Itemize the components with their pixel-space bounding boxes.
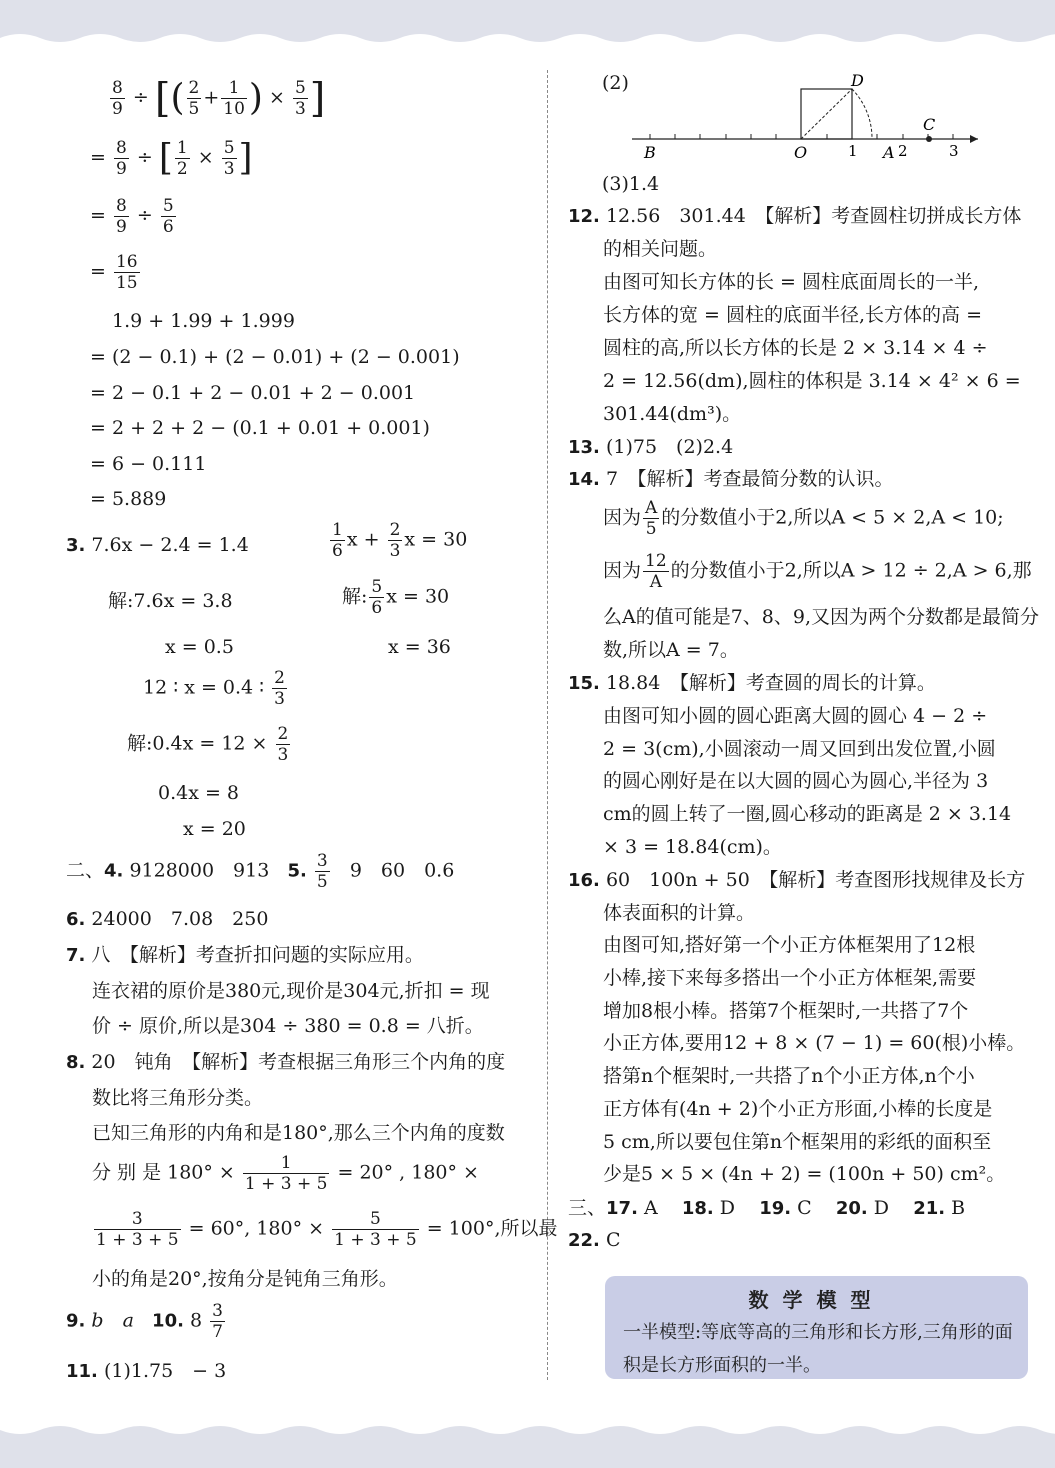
q15-line: 2 = 3(cm),小圆滚动一周又回到出发位置,小圆 (603, 738, 996, 760)
calc2-line: = 2 + 2 + 2 − (0.1 + 0.01 + 0.001) (90, 417, 430, 439)
q3-eqB: $\frac{1}{6}$ x + $\frac{2}{3}$ x = 30 (332, 520, 468, 561)
q8-line5: $\frac{3}{1 + 3 + 5}$ = 60°, 180° × $\frac{5}{1 + 3 + 5}$ = 100°,所以最 (96, 1209, 558, 1250)
label-O: O (794, 143, 808, 162)
q7-answer: 7. 八 【解析】考查折扣问题的实际应用。 (66, 944, 424, 966)
calc1-line4: = $\frac{16}{15}$ (90, 252, 138, 293)
q8-line2: 数比将三角形分类。 (92, 1087, 264, 1109)
q9-q10-answers: 9. b a 10. 8 $\frac{3}{7}$ (66, 1301, 223, 1342)
label-B: B (644, 143, 656, 162)
q14-line2: 因为 $\frac{A}{5}$ 的分数值小于2,所以A < 5 × 2,A < 10; (603, 498, 1004, 539)
axis-arrowhead (970, 135, 978, 143)
diagonal (801, 89, 852, 139)
label-3: 3 (949, 142, 959, 160)
math-model-title: 数学模型 (748, 1288, 885, 1312)
q22-answer: 22. C (568, 1229, 621, 1251)
label-C: C (923, 115, 936, 134)
q15-line: cm的圆上转了一圈,圆心移动的距离是 2 × 3.14 (603, 803, 1012, 825)
q16-line: 体表面积的计算。 (603, 902, 756, 924)
point-c (926, 136, 932, 142)
q15-line: 的圆心刚好是在以大圆的圆心为圆心,半径为 3 (603, 770, 989, 792)
q12-line: 301.44(dm³)。 (603, 403, 742, 425)
calc2-line: 1.9 + 1.99 + 1.999 (112, 310, 295, 332)
q16-line: 少是5 × 5 × (4n + 2) = (100n + 50) cm²。 (603, 1163, 1006, 1185)
q13-answer: 13. (1)75 (2)2.4 (568, 436, 734, 458)
q12-line: 的相关问题。 (603, 238, 718, 260)
top-decorative-band (0, 0, 1055, 42)
calc1-line3: = $\frac{8}{9}$ ÷ $\frac{5}{6}$ (90, 196, 174, 237)
q3-eqB-step2: x = 36 (388, 636, 451, 658)
label-1: 1 (848, 142, 858, 160)
top-wave-border (0, 30, 1055, 52)
q7-line3: 价 ÷ 原价,所以是304 ÷ 380 = 0.8 = 八折。 (92, 1015, 484, 1037)
calc1-line2: = $\frac{8}{9}$ ÷ [ $\frac{1}{2}$ × $\frac{5}{3}$ ] (90, 137, 253, 179)
q16-line: 小棒,接下来每多搭出一个小正方体框架,需要 (603, 967, 977, 989)
label-D: D (851, 71, 864, 90)
q12-line: 圆柱的高,所以长方体的长是 2 × 3.14 × 4 ÷ (603, 337, 988, 359)
label-A: A (883, 143, 895, 162)
calc1-line1: $\frac{8}{9}$ ÷ [( $\frac{2}{5}$ + $\frac{1}{10}$ ) × $\frac{5}{3}$ ] (112, 75, 326, 122)
q3-eqA-step1: 解:7.6x = 3.8 (108, 590, 233, 612)
q12-line: 2 = 12.56(dm),圆柱的体积是 3.14 × 4² × 6 = (603, 370, 1021, 392)
q12-line: 长方体的宽 = 圆柱的底面半径,长方体的高 = (603, 304, 982, 326)
q12-line: 由图可知长方体的长 = 圆柱底面周长的一半, (603, 271, 980, 293)
q14-line4: 么A的值可能是7、8、9,又因为两个分数都是最简分 (603, 606, 1040, 628)
arc (852, 89, 872, 139)
q11-answer: 11. (1)1.75 − 3 (66, 1360, 227, 1382)
q11-part3: (3)1.4 (602, 173, 660, 195)
q11-part2-label: (2) (602, 72, 629, 94)
q15-answer: 15. 18.84 【解析】考查圆的周长的计算。 (568, 672, 936, 694)
q14-line3: 因为 $\frac{12}{A}$ 的分数值小于2,所以A > 12 ÷ 2,A > 6,那 (603, 551, 1032, 592)
calc2-line: = 5.889 (90, 488, 167, 510)
bottom-decorative-band (0, 1426, 1055, 1468)
q3-eqC: 12 ∶ x = 0.4 ∶ $\frac{2}{3}$ (143, 668, 285, 709)
column-separator (547, 70, 548, 1380)
q6-answer: 6. 24000 7.08 250 (66, 908, 269, 930)
q3-eqA: 3. 7.6x − 2.4 = 1.4 (66, 534, 249, 556)
q3-eqC-step3: x = 20 (183, 818, 246, 840)
calc2-line: = 2 − 0.1 + 2 − 0.01 + 2 − 0.001 (90, 382, 416, 404)
math-model-box (605, 1276, 1028, 1379)
q16-line: 正方体有(4n + 2)个小正方形面,小棒的长度是 (603, 1098, 993, 1120)
q4-q5-answers: 二、4. 9128000 913 5. $\frac{3}{5}$ 9 60 0.6 (66, 851, 455, 892)
number-line-diagram (630, 70, 990, 162)
fraction: $\frac{8}{9}$ (112, 78, 123, 119)
q14-line5: 数,所以A = 7。 (603, 639, 739, 661)
q16-line: 小正方体,要用12 + 8 × (7 − 1) = 60(根)小棒。 (603, 1032, 1026, 1054)
q3-eqA-step2: x = 0.5 (165, 636, 234, 658)
q3-eqC-step2: 0.4x = 8 (158, 782, 240, 804)
q15-line: 由图可知小圆的圆心距离大圆的圆心 4 − 2 ÷ (603, 705, 988, 727)
q16-line: 5 cm,所以要包住第n个框架用的彩纸的面积至 (603, 1131, 992, 1153)
math-model-text: 一半模型:等底等高的三角形和长方形,三角形的面积是长方形面积的一半。 (623, 1322, 1013, 1376)
q8-line6: 小的角是20°,按角分是钝角三角形。 (92, 1268, 398, 1290)
calc2-line: = 6 − 0.111 (90, 453, 207, 475)
q16-answer: 16. 60 100n + 50 【解析】考查图形找规律及长方 (568, 869, 1026, 891)
q8-answer: 8. 20 钝角 【解析】考查根据三角形三个内角的度 (66, 1051, 506, 1073)
q15-line: × 3 = 18.84(cm)。 (603, 836, 782, 858)
q16-line: 增加8根小棒。搭第7个框架时,一共搭了7个 (603, 1000, 969, 1022)
q12-answer: 12. 12.56 301.44 【解析】考查圆柱切拼成长方体 (568, 205, 1022, 227)
q14-answer: 14. 7 【解析】考查最简分数的认识。 (568, 468, 894, 490)
q16-line: 由图可知,搭好第一个小正方体框架用了12根 (603, 934, 976, 956)
q7-line2: 连衣裙的原价是380元,现价是304元,折扣 = 现 (92, 980, 490, 1002)
q16-line: 搭第n个框架时,一共搭了n个小正方体,n个小 (603, 1065, 975, 1087)
q3-eqC-step1: 解:0.4x = 12 × $\frac{2}{3}$ (127, 724, 289, 765)
q17-q21-answers: 三、17. A 18. D 19. C 20. D 21. B (568, 1197, 966, 1219)
q8-line4: 分 别 是 180° × $\frac{1}{1 + 3 + 5}$ = 20° , 180° × (92, 1153, 479, 1194)
label-2: 2 (898, 142, 908, 160)
q3-eqB-step1: 解: $\frac{5}{6}$ x = 30 (342, 577, 450, 618)
q8-line3: 已知三角形的内角和是180°,那么三个内角的度数 (92, 1122, 505, 1144)
bottom-wave-border (0, 1416, 1055, 1438)
calc2-line: = (2 − 0.1) + (2 − 0.01) + (2 − 0.001) (90, 346, 460, 368)
